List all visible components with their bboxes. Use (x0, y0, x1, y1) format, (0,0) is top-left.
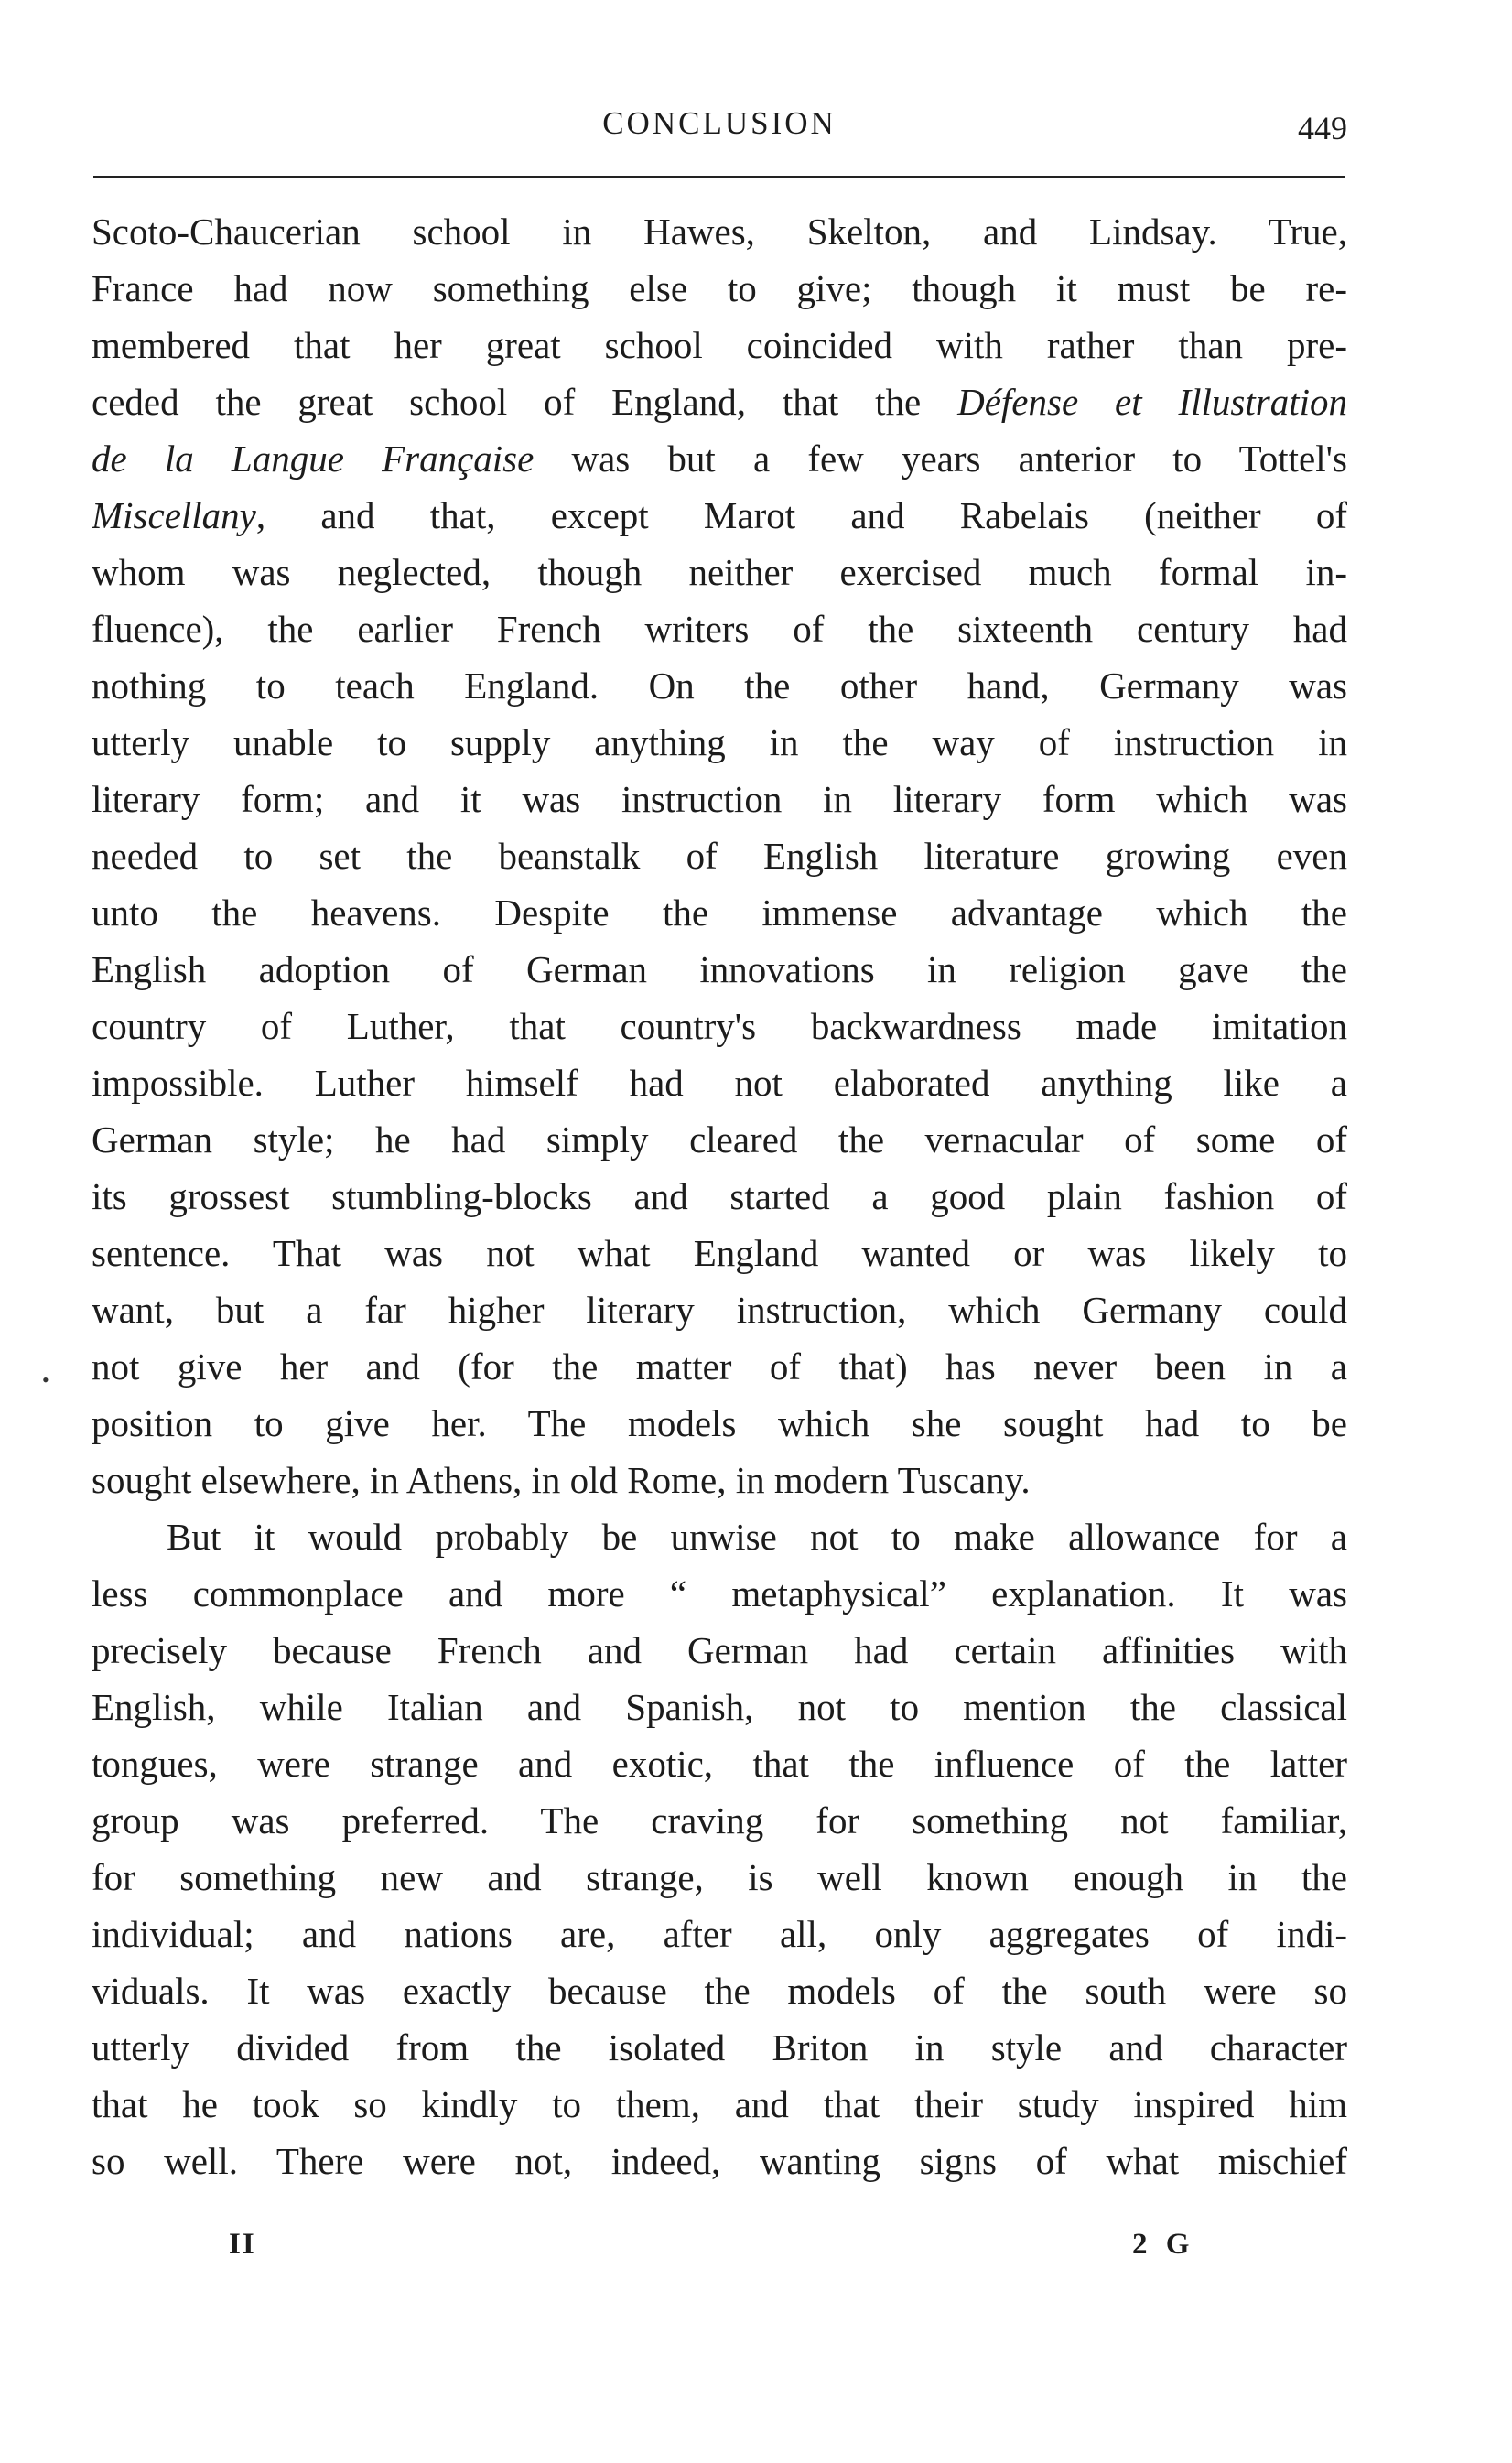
text-line: less commonplace and more “ metaphysical” explanation. It was (92, 1572, 1347, 1615)
text-line: individual; and nations are, after all, only aggregates of indi- (92, 1913, 1347, 1955)
text-line: that he took so kindly to them, and that their study inspired him (92, 2083, 1347, 2125)
text-line: sought elsewhere, in Athens, in old Rome, in modern Tuscany. (92, 1459, 1031, 1501)
text-line: English adoption of German innovations in religion gave the (92, 948, 1347, 990)
text-line: English, while Italian and Spanish, not to mention the classical (92, 1686, 1347, 1728)
text-line: But it would probably be unwise not to make allowance for a (167, 1516, 1347, 1558)
stray-margin-mark: • (42, 1368, 49, 1391)
text-line: France had now something else to give; though it must be re- (92, 267, 1347, 309)
italic-title: Miscellany (92, 494, 256, 536)
text-line: not give her and (for the matter of that) has never been in a (92, 1345, 1347, 1388)
text-line (92, 430, 1347, 487)
text-segment: , and that, except Marot and Rabelais (neither of (255, 494, 1347, 536)
text-line: tongues, were strange and exotic, that the influence of the latter (92, 1743, 1347, 1785)
text-line: Scoto-Chaucerian school in Hawes, Skelton, and Lindsay. True, (92, 211, 1347, 253)
text-line: so well. There were not, indeed, wanting signs of what mischief (92, 2140, 1347, 2182)
text-line: its grossest stumbling-blocks and started a good plain fashion of (92, 1175, 1347, 1217)
text-line: literary form; and it was instruction in literary form which was (92, 778, 1347, 820)
text-line: group was preferred. The craving for something not familiar, (92, 1799, 1347, 1842)
running-title: CONCLUSION (602, 105, 837, 141)
text-line: country of Luther, that country's backwardness made imitation (92, 1005, 1347, 1047)
text-line: unto the heavens. Despite the immense advantage which the (92, 891, 1347, 934)
text-line: viduals. It was exactly because the models of the south were so (92, 1970, 1347, 2012)
text-line: whom was neglected, though neither exercised much formal in- (92, 551, 1347, 593)
text-line: German style; he had simply cleared the vernacular of some of (92, 1118, 1347, 1161)
header-rule (93, 176, 1345, 178)
body-text (92, 203, 1347, 2189)
text-line: want, but a far higher literary instruction, which Germany could (92, 1289, 1347, 1331)
text-line (92, 373, 1347, 430)
text-line: sentence. That was not what England wanted or was likely to (92, 1232, 1347, 1274)
volume-signature: II (229, 2228, 256, 2261)
text-line: utterly unable to supply anything in the way of instruction in (92, 721, 1347, 763)
page-number: 449 (1298, 110, 1347, 146)
text-line: position to give her. The models which she sought had to be (92, 1402, 1347, 1444)
text-line (92, 487, 1347, 544)
italic-title: de la Langue Française (92, 438, 535, 480)
text-segment: ceded the great school of England, that the (92, 381, 958, 423)
text-line: precisely because French and German had certain affinities with (92, 1629, 1347, 1671)
text-line: membered that her great school coincided with rather than pre- (92, 324, 1347, 366)
text-line: impossible. Luther himself had not elaborated anything like a (92, 1062, 1347, 1104)
italic-title: Défense et Illustration (957, 381, 1347, 423)
text-segment: was but a few years anterior to Tottel's (534, 438, 1347, 480)
text-line: nothing to teach England. On the other hand, Germany was (92, 664, 1347, 707)
page-footer (92, 2228, 1347, 2274)
running-head (92, 96, 1347, 151)
text-line: utterly divided from the isolated Briton in style and character (92, 2026, 1347, 2069)
text-line: for something new and strange, is well known enough in the (92, 1856, 1347, 1898)
text-line: needed to set the beanstalk of English literature growing even (92, 835, 1347, 877)
text-line: fluence), the earlier French writers of the sixteenth century had (92, 608, 1347, 650)
gathering-signature: 2 G (1132, 2228, 1195, 2261)
